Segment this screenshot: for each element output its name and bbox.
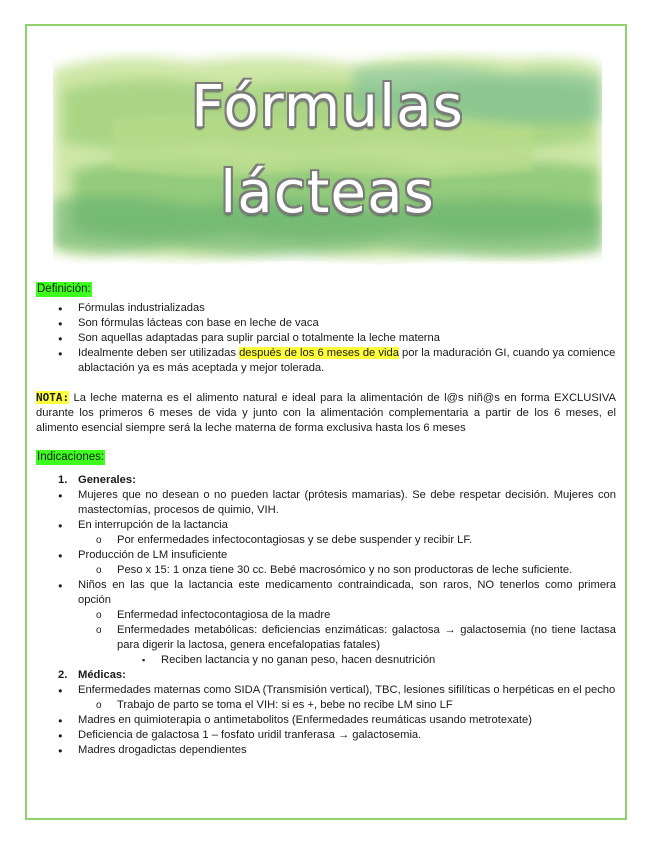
list-item: ● En interrupción de la lactancia bbox=[36, 518, 616, 533]
sub-list bbox=[36, 563, 616, 578]
document-body bbox=[36, 282, 616, 758]
sub-list bbox=[36, 533, 616, 548]
list-item: ● Deficiencia de galactosa 1 – fosfato uridil tranferasa → galactosemia. bbox=[36, 728, 616, 743]
list-item: ● Madres en quimioterapia o antimetabolitos (Enfermedades reumáticas usando metrotexate) bbox=[36, 713, 616, 728]
medicas-label: Médicas: bbox=[78, 669, 126, 681]
generales-label: Generales: bbox=[78, 474, 136, 486]
list-item: ● Mujeres que no desean o no pueden lactar (prótesis mamarias). Se debe respetar decisión. Mujeres con mastectomías, procesos de quimio, VIH. bbox=[36, 488, 616, 518]
nota-label: NOTA: bbox=[36, 391, 70, 404]
list-item: ● Niños en las que la lactancia este medicamento contraindicada, son raros, NO tenerlos como primera opción bbox=[36, 578, 616, 608]
generales-list bbox=[36, 578, 616, 608]
list-item: ● Son aquellas adaptadas para suplir parcial o totalmente la leche materna bbox=[36, 331, 616, 346]
sub-item: o Por enfermedades infectocontagiosas y se debe suspender y recibir LF. bbox=[36, 533, 616, 548]
list-item: ● Son fórmulas lácteas con base en leche de vaca bbox=[36, 316, 616, 331]
list-item: ● Madres drogadictas dependientes bbox=[36, 743, 616, 758]
nota-paragraph bbox=[36, 390, 616, 436]
generales-number: 1. bbox=[58, 474, 68, 486]
medicas-list bbox=[36, 683, 616, 698]
sub-sub-list bbox=[36, 653, 616, 668]
title-banner bbox=[53, 50, 602, 265]
highlighted-text: después de los 6 meses de vida bbox=[239, 347, 399, 359]
title-line-1: Fórmulas bbox=[191, 72, 464, 140]
sub-sub-item: ▪ Reciben lactancia y no ganan peso, hacen desnutrición bbox=[36, 653, 616, 668]
list-item: ● Enfermedades maternas como SIDA (Transmisión vertical), TBC, lesiones sifilíticas o herpéticas en el pecho bbox=[36, 683, 616, 698]
definicion-heading: Definición: bbox=[37, 283, 91, 295]
sub-item: o Enfermedad infectocontagiosa de la madre bbox=[36, 608, 616, 623]
sub-list bbox=[36, 698, 616, 713]
medicas-heading bbox=[36, 668, 616, 683]
medicas-number: 2. bbox=[58, 669, 68, 681]
definicion-list bbox=[36, 301, 616, 376]
nota-text: La leche materna es el alimento natural e ideal para la alimentación de l@s niñ@s en forma EXCLUSIVA durante los primeros 6 meses de vida y junto con la alimentación complementaria a partir de los 6 meses, el alimento esencial siempre será la leche materna de forma exclusiva hasta los 6 meses bbox=[36, 392, 616, 434]
list-item bbox=[36, 346, 616, 376]
sub-item: o Peso x 15: 1 onza tiene 30 cc. Bebé macrosómico y no son productoras de leche suficiente. bbox=[36, 563, 616, 578]
sub-item: o Trabajo de parto se toma el VIH: si es +, bebe no recibe LM sino LF bbox=[36, 698, 616, 713]
indicaciones-section bbox=[36, 450, 616, 758]
sub-item: o Enfermedades metabólicas: deficiencias enzimáticas: galactosa → galactosemia (no tiene lactasa para digerir la lactosa, genera encefalopatias fatales) bbox=[36, 623, 616, 653]
generales-heading bbox=[36, 473, 616, 488]
sub-list bbox=[36, 608, 616, 653]
generales-list bbox=[36, 548, 616, 563]
list-item: ● Producción de LM insuficiente bbox=[36, 548, 616, 563]
item-text: Idealmente deben ser utilizadas bbox=[78, 347, 240, 359]
item-text: por la maduración GI, cuando ya comience ablactación ya es más aceptada y mejor tolerada. bbox=[78, 347, 616, 374]
list-item: ● Fórmulas industrializadas bbox=[36, 301, 616, 316]
indicaciones-heading: Indicaciones: bbox=[37, 451, 105, 463]
medicas-list bbox=[36, 713, 616, 758]
title-line-2: lácteas bbox=[220, 158, 435, 226]
generales-list bbox=[36, 488, 616, 533]
definicion-section bbox=[36, 282, 616, 376]
